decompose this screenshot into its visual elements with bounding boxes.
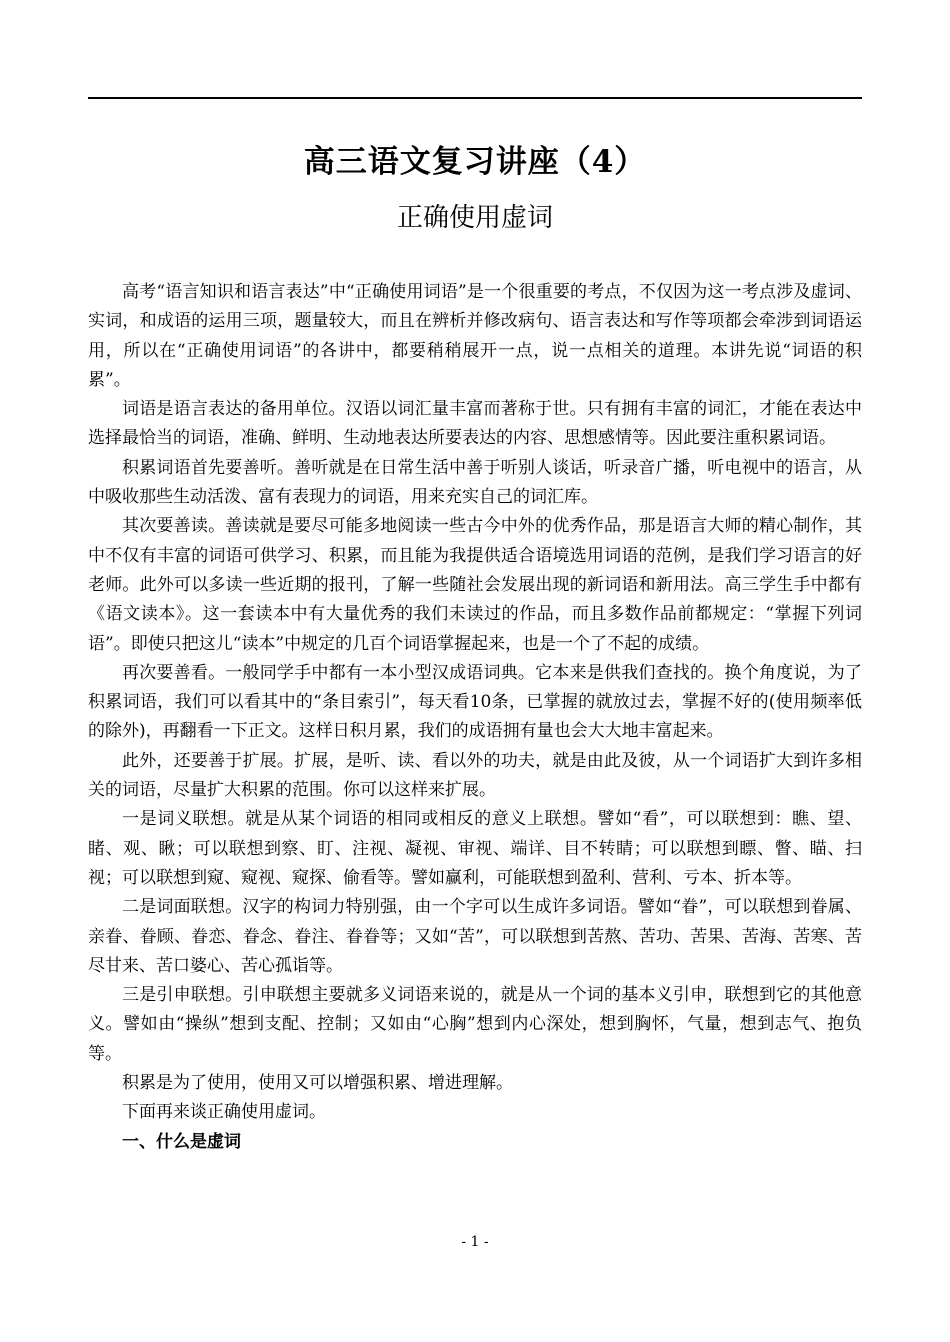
paragraph: 积累是为了使用，使用又可以增强积累、增进理解。 [122,1073,513,1094]
page-number: - 1 - [461,1234,489,1250]
paragraph: 积累词语首先要善听。善听就是在日常生活中善于听别人谈话，听录音广播，听电视中的语言，从中吸收那些生动活泼、富有表现力的词语，用来充实自己的词汇库。 [88,457,862,508]
paragraph: 再次要善看。一般同学手中都有一本小型汉成语词典。它本来是供我们查找的。换个角度说，为了积累词语，我们可以看其中的“条目索引”，每天看10条，已掌握的就放过去，掌握不好的(使用频率低的除外)，再翻看一下正文。这样日积月累，我们的成语拥有量也会大大地丰富起来。 [88,662,862,742]
paragraph: 此外，还要善于扩展。扩展，是听、读、看以外的功夫，就是由此及彼，从一个词语扩大到许多相关的词语，尽量扩大积累的范围。你可以这样来扩展。 [88,750,862,801]
paragraph: 高考“语言知识和语言表达”中“正确使用词语”是一个很重要的考点，不仅因为这一考点涉及虚词、实词，和成语的运用三项，题量较大，而且在辨析并修改病句、语言表达和写作等项都会牵涉到词语运用，所以在“正确使用词语”的各讲中，都要稍稍展开一点，说一点相关的道理。本讲先说“词语的积累”。 [88,282,862,390]
paragraph: 词语是语言表达的备用单位。汉语以词汇量丰富而著称于世。只有拥有丰富的词汇，才能在表达中选择最恰当的词语，准确、鲜明、生动地表达所要表达的内容、思想感情等。因此要注重积累词语。 [88,399,862,449]
header-rule [88,97,862,99]
paragraph: 其次要善读。善读就是要尽可能多地阅读一些古今中外的优秀作品，那是语言大师的精心制作，其中不仅有丰富的词语可供学习、积累，而且能为我提供适合语境选用词语的范例，是我们学习语言的好老师。此外可以多读一些近期的报刊，了解一些随社会发展出现的新词语和新用法。高三学生手中都有《语文读本》。这一套读本中有大量优秀的我们未读过的作品，而且多数作品前都规定：“掌握下列词语”。即使只把这儿“读本”中规定的几百个词语掌握起来，也是一个了不起的成绩。 [88,516,862,654]
document-subtitle: 正确使用虚词 [396,203,553,233]
paragraph: 三是引申联想。引申联想主要就多义词语来说的，就是从一个词的基本义引申，联想到它的其他意义。譬如由“操纵”想到支配、控制；又如由“心胸”想到内心深处，想到胸怀，气量，想到志气、抱负等。 [88,985,862,1064]
section-heading: 一、什么是虚词 [122,1131,241,1152]
paragraph: 一是词义联想。就是从某个词语的相同或相反的意义上联想。譬如“看”，可以联想到：瞧、望、睹、观、瞅；可以联想到察、盯、注视、凝视、审视、端详、目不转睛；可以联想到瞟、瞥、瞄、扫视；可以联想到窥、窥视、窥探、偷看等。譬如赢利，可能联想到盈利、营利、亏本、折本等。 [88,809,862,888]
paragraph: 下面再来谈正确使用虚词。 [122,1102,326,1123]
document-body [88,278,862,1157]
paragraph: 二是词面联想。汉字的构词力特别强，由一个字可以生成许多词语。譬如“眷”，可以联想到眷属、亲眷、眷顾、眷恋、眷念、眷注、眷眷等；又如“苦”，可以联想到苦熬、苦功、苦果、苦海、苦寒、苦尽甘来、苦口婆心、苦心孤诣等。 [88,897,862,976]
document-title: 高三语文复习讲座（4） [303,144,647,180]
